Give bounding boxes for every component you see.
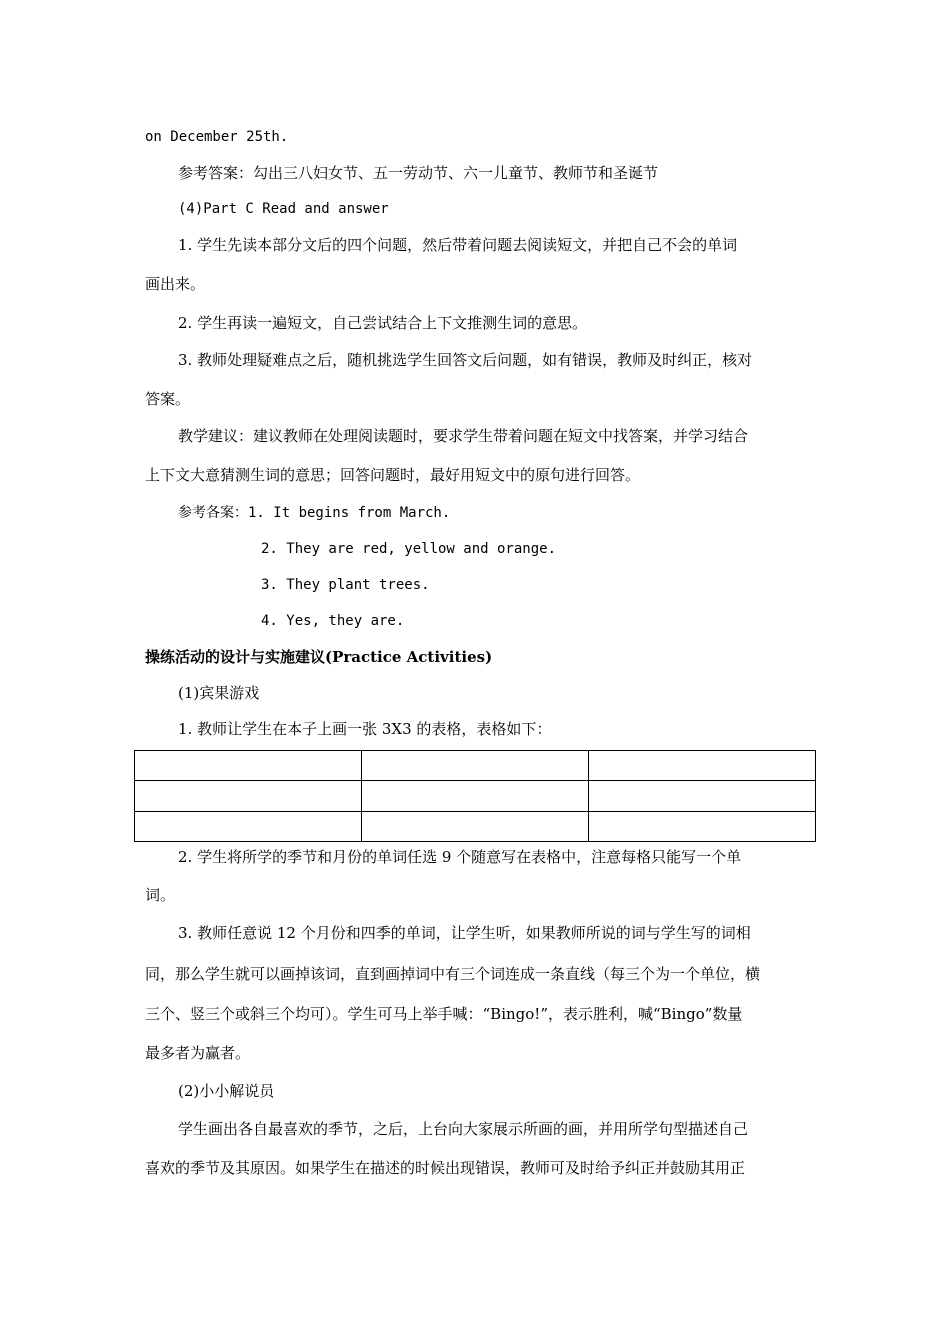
table-cell — [135, 751, 362, 781]
table-cell — [362, 751, 589, 781]
subsection-heading: (1)宾果游戏 — [178, 684, 260, 702]
reference-answer-line: 参考答案：勾出三八妇女节、五一劳动节、六一儿童节、教师节和圣诞节 — [178, 164, 659, 182]
step-line: 2. 学生将所学的季节和月份的单词任选 9 个随意写在表格中，注意每格只能写一个单 — [178, 848, 742, 866]
answer-line: 4. Yes, they are. — [261, 613, 405, 629]
table-cell — [589, 811, 816, 841]
answer-line: 2. They are red, yellow and orange. — [261, 541, 557, 557]
step-line: 1. 教师让学生在本子上画一张 3X3 的表格，表格如下： — [178, 720, 552, 738]
bingo-grid-table — [134, 750, 816, 842]
text-line: 答案。 — [145, 390, 191, 408]
table-cell — [589, 751, 816, 781]
table-row — [135, 781, 816, 811]
step-line: 1. 学生先读本部分文后的四个问题，然后带着问题去阅读短文，并把自己不会的单词 — [178, 236, 738, 254]
step-line: 2. 学生再读一遍短文，自己尝试结合上下文推测生词的意思。 — [178, 314, 588, 332]
text-line: 同，那么学生就可以画掉该词，直到画掉词中有三个词连成一条直线（每三个为一个单位，横 — [145, 965, 761, 983]
table-cell — [135, 811, 362, 841]
text-line: 上下文大意猜测生词的意思；回答问题时，最好用短文中的原句进行回答。 — [145, 466, 641, 484]
text-line: 三个、竖三个或斜三个均可）。学生可马上举手喊：“Bingo!”，表示胜利，喊“Bingo”数量 — [145, 1005, 743, 1023]
step-line: 3. 教师处理疑难点之后，随机挑选学生回答文后问题，如有错误，教师及时纠正，核对 — [178, 351, 753, 369]
step-line: 3. 教师任意说 12 个月份和四季的单词，让学生听，如果教师所说的词与学生写的词相 — [178, 924, 751, 942]
paragraph-line: 喜欢的季节及其原因。如果学生在描述的时候出现错误，教师可及时给予纠正并鼓励其用正 — [145, 1159, 746, 1177]
text-line: 画出来。 — [145, 275, 206, 293]
table-cell — [135, 781, 362, 811]
section-title: 操练活动的设计与实施建议(Practice Activities) — [145, 648, 493, 666]
text-line: 词。 — [145, 886, 176, 904]
text-line: on December 25th. — [145, 129, 289, 145]
table-cell — [362, 811, 589, 841]
table-cell — [362, 781, 589, 811]
section-heading: (4)Part C Read and answer — [178, 201, 389, 217]
text-line: 最多者为赢者。 — [145, 1044, 251, 1062]
answer-line: 3. They plant trees. — [261, 577, 430, 593]
table-cell — [589, 781, 816, 811]
subsection-heading: (2)小小解说员 — [178, 1082, 275, 1100]
table-row — [135, 751, 816, 781]
paragraph-line: 学生画出各自最喜欢的季节，之后，上台向大家展示所画的画，并用所学句型描述自己 — [178, 1120, 749, 1138]
table-row — [135, 811, 816, 841]
teaching-advice-line: 教学建议：建议教师在处理阅读题时，要求学生带着问题在短文中找答案，并学习结合 — [178, 427, 749, 445]
answer-line: 参考各案：1. It begins from March. — [178, 505, 451, 521]
